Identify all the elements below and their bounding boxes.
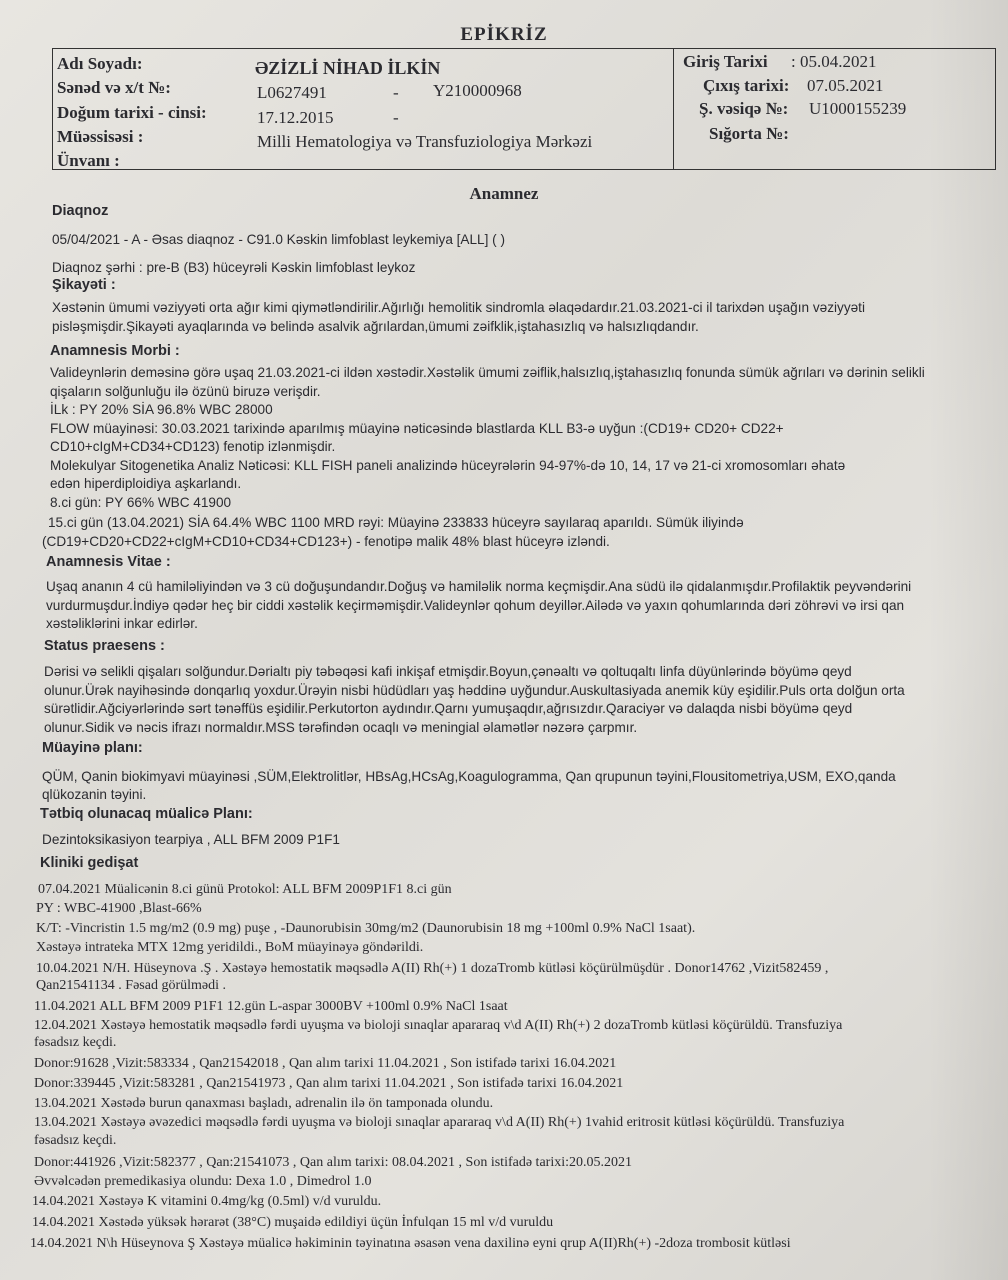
morbi-line: Molekulyar Sitogenetika Analiz Nəticəsi: KLL FISH paneli analizində hüceyrələrin 94-97%-də 10, 14, 17 və 21-ci xromosomları əhatə [50, 458, 846, 473]
treatment-plan-line: Dezintoksikasiyon tearpiya , ALL BFM 2009 P1F1 [42, 832, 340, 847]
praesens-line: Dərisi və selikli qişaları solğundur.Dərialtı piy təbəqəsi kafi inkişaf etmişdir.Boyun,çənəaltı və qoltuqaltı linfa düyünlərində böyümə qeyd [44, 664, 852, 679]
morbi-line: 8.ci gün: PY 66% WBC 41900 [50, 495, 232, 510]
birth-value: 17.12.2015 [257, 108, 334, 127]
clinical-line: Donor:441926 ,Vizit:582377 , Qan:21541073 , Qan alım tarixi: 08.04.2021 , Son istifadə tarixi:20.05.2021 [34, 1155, 632, 1170]
clinical-line: 11.04.2021 ALL BFM 2009 P1F1 12.gün L-aspar 3000BV +100ml 0.9% NaCl 1saat [34, 999, 508, 1014]
clinical-line: 14.04.2021 Xəstədə yüksək hərarət (38°C) muşaidə edildiyi üçün İnfulqan 15 ml v/d vuruldu [32, 1215, 554, 1230]
morbi-line: (CD19+CD20+CD22+cIgM+CD10+CD34+CD123+) - fenotipə malik 48% blast hüceyrə izləndi. [42, 534, 610, 549]
vitae-line: Uşaq ananın 4 cü hamiləliyindən və 3 cü doğuşundandır.Doğuş və hamiləlik norma keçmişdir.Ana südü ilə qidalanmışdır.Profilaktik peyvəndərini [46, 579, 912, 594]
entry-date-value: : 05.04.2021 [791, 52, 877, 71]
birth-label: Doğum tarixi - cinsi: [57, 103, 207, 122]
exam-plan-line: qlükozanin təyini. [42, 787, 147, 802]
morbi-line: Valideynlərin deməsinə görə uşaq 21.03.2021-ci ildən xəstədir.Xəstəlik ümumi zəiflik,halsızlıq,iştahasızlıq fonunda sümük ağrıları və dərinin selikli [50, 365, 925, 380]
anamnez-title: Anamnez [469, 184, 539, 203]
clinical-course-heading: Kliniki gedişat [40, 855, 139, 871]
morbi-line: edən hiperdiploidiya aşkarlandı. [50, 476, 242, 491]
clinical-line: Donor:91628 ,Vizit:583334 , Qan21542018 , Qan alım tarixi 11.04.2021 , Son istifadə tarixi 16.04.2021 [34, 1056, 617, 1071]
doc-label: Sənəd və x/t №: [57, 78, 171, 97]
clinical-line: Xəstəyə intrateka MTX 12mg yeridildi., BoM müayinəyə göndərildi. [36, 940, 424, 955]
diagnosis-line: 05/04/2021 - A - Əsas diaqnoz - C91.0 Kəskin limfoblast leykemiya [ALL] ( ) [52, 232, 506, 247]
clinical-line: 07.04.2021 Müalicənin 8.ci günü Protokol: ALL BFM 2009P1F1 8.ci gün [38, 882, 452, 897]
exam-plan-heading: Müayinə planı: [42, 740, 143, 756]
institution-value: Milli Hematologiya və Transfuziologiya Mərkəzi [257, 132, 593, 151]
clinical-line: 10.04.2021 N/H. Hüseynova .Ş . Xəstəyə hemostatik məqsədlə A(II) Rh(+) 1 dozaTromb kütləsi köçürülmüşdür . Donor14762 ,Vizit582459 , [36, 961, 829, 976]
clinical-line: Qan21541134 . Fəsad görülmədi . [36, 978, 227, 993]
anamnesis-morbi-heading: Anamnesis Morbi : [50, 343, 180, 359]
doc-dash: - [393, 83, 399, 102]
doc-value-2: Y210000968 [433, 81, 522, 100]
exam-plan-line: QÜM, Qanin biokimyavi müayinəsi ,SÜM,Elektrolitlər, HBsAg,HCsAg,Koagulogramma, Qan qrupunun təyini,Flousitometriya,USM, EXO,qanda [42, 769, 896, 784]
morbi-line: 15.ci gün (13.04.2021) SİA 64.4% WBC 1100 MRD rəyi: Müayinə 233833 hüceyrə sayılaraq aparıldı. Sümük iliyində [48, 515, 744, 530]
praesens-line: olunur.Ürək nayihəsində donqarlıq yoxdur.Ürəyin nisbi hüdüdları yaş həddinə uyğundur.Auskultasiyada anemik küy eşidilir.Puls orta dolğun orta [44, 683, 905, 698]
clinical-line: fəsadsız keçdi. [34, 1133, 117, 1148]
clinical-line: 13.04.2021 Xəstədə burun qanaxması başladı, adrenalin ilə ön tamponada olundu. [34, 1096, 494, 1111]
clinical-line: 13.04.2021 Xəstəyə əvəzedici məqsədlə fərdi uyuşma və bioloji sınaqlar apararaq v\d A(II) Rh(+) 1vahid eritrosit kütləsi köçürüldü. Transfuziya [34, 1115, 845, 1130]
vitae-line: xəstəliklərini inkar edirlər. [46, 616, 198, 631]
clinical-line: fəsadsız keçdi. [34, 1035, 117, 1050]
praesens-line: olunur.Sidik və nəcis ifrazı normaldır.MSS tərəfindən ocaqlı və meningial əlamətlər nəzərə çarpmır. [44, 720, 638, 735]
diagnosis-heading: Diaqnoz [52, 203, 109, 219]
clinical-line: 14.04.2021 Xəstəyə K vitamini 0.4mg/kg (0.5ml) v/d vuruldu. [32, 1194, 382, 1209]
anamnesis-vitae-heading: Anamnesis Vitae : [46, 554, 171, 570]
morbi-line: CD10+cIgM+CD34+CD123) fenotip izlənmişdir. [50, 439, 336, 454]
clinical-line: Donor:339445 ,Vizit:583281 , Qan21541973 , Qan alım tarixi 11.04.2021 , Son istifadə tarixi 16.04.2021 [34, 1076, 624, 1091]
treatment-plan-heading: Tətbiq olunacaq müalicə Planı: [40, 806, 253, 822]
insurance-label: Sığorta №: [709, 124, 789, 143]
vitae-line: vurdurmuşdur.İndiyə qədər heç bir ciddi xəstəlik keçirməmişdir.Valideynlər qohum deyillər.Ailədə və yaxın qohumlarında dəri zöhrəvi və irsi qan [46, 598, 905, 613]
institution-label: Müəssisəsi : [57, 127, 144, 146]
id-card-value: U1000155239 [809, 99, 907, 118]
birth-dash: - [393, 108, 399, 127]
id-card-label: Ş. vəsiqə №: [699, 99, 789, 118]
morbi-line: qişaların solğunluğu ilə özünü biruzə verişdir. [50, 384, 321, 399]
clinical-line: 12.04.2021 Xəstəyə hemostatik məqsədlə fərdi uyuşma və bioloji sınaqlar apararaq v\d A(II) Rh(+) 2 dozaTromb kütləsi köçürüldü. Transfuziya [34, 1018, 843, 1033]
complaints-heading: Şikayəti : [52, 277, 116, 293]
status-praesens-heading: Status praesens : [44, 638, 165, 654]
name-value: ƏZİZLİ NİHAD İLKİN [255, 58, 441, 78]
document-title: EPİKRİZ [460, 24, 548, 45]
doc-value-1: L0627491 [257, 83, 327, 102]
entry-date-label: Giriş Tarixi [683, 52, 768, 71]
exit-date-value: 07.05.2021 [807, 76, 884, 95]
clinical-line: K/T: -Vincristin 1.5 mg/m2 (0.9 mg) puşe , -Daunorubisin 30mg/m2 (Daunorubisin 18 mg +100ml 0.9% NaCl 1saat). [36, 921, 696, 936]
complaints-line: pisləşmişdir.Şikayəti ayaqlarında və belində asalvik ağrılardan,ümumi zəifklik,iştahasızlıq və halsızlıqdandır. [52, 319, 699, 334]
exit-date-label: Çıxış tarixi: [703, 76, 790, 95]
praesens-line: sürətlidir.Ağciyərlərində sərt tənəffüs eşidilir.Perkutorton aydındır.Qarnı yumuşaqdır,ağrısızdır.Qaraciyər və dalaqda nisbi böyümə qeyd [44, 701, 853, 716]
morbi-line: İLk : PY 20% SİA 96.8% WBC 28000 [50, 402, 273, 417]
name-label: Adı Soyadı: [57, 54, 143, 73]
diagnosis-comment: Diaqnoz şərhi : pre-B (B3) hüceyrəli Kəskin limfoblast leykoz [52, 260, 416, 275]
clinical-line: Əvvəlcədən premedikasiya olundu: Dexa 1.0 , Dimedrol 1.0 [34, 1174, 372, 1189]
clinical-line: 14.04.2021 N\h Hüseynova Ş Xəstəyə müalicə həkiminin təyinatına əsasən vena daxilinə eyni qrup A(II)Rh(+) -2doza trombosit kütləsi [30, 1236, 791, 1251]
complaints-line: Xəstənin ümumi vəziyyəti orta ağır kimi qiymətləndirilir.Ağırlığı hemolitik sindromla əlaqədardır.21.03.2021-ci il tarixdən uşağın vəziyyəti [52, 300, 865, 315]
morbi-line: FLOW müayinəsi: 30.03.2021 tarixində aparılmış müayinə nəticəsində blastlarda KLL B3-ə uyğun :(CD19+ CD20+ CD22+ [50, 421, 784, 436]
clinical-line: PY : WBC-41900 ,Blast-66% [36, 901, 202, 916]
address-label: Ünvanı : [57, 151, 120, 170]
